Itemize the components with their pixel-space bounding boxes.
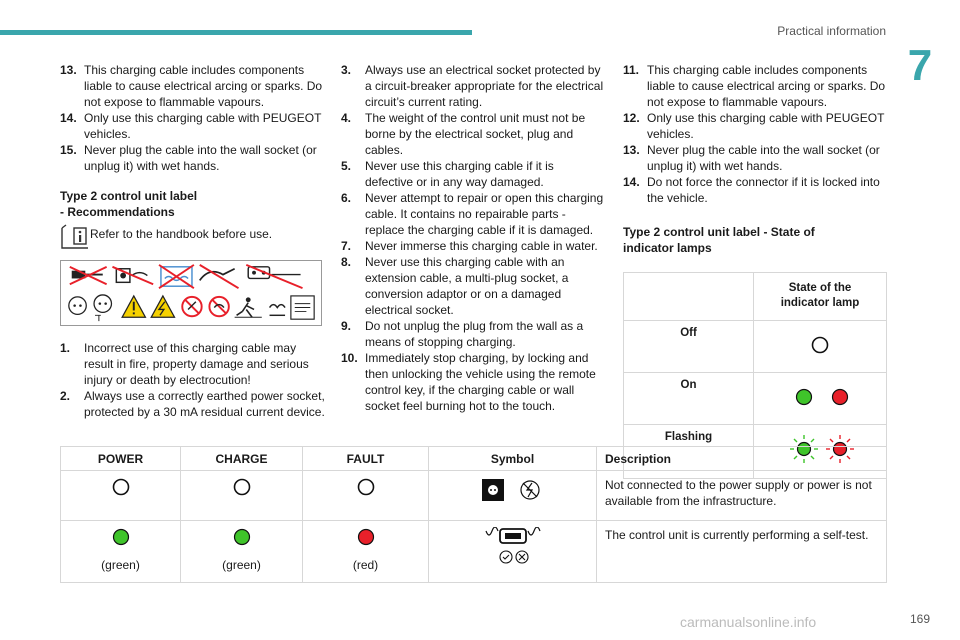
no-adaptor-icon <box>112 267 153 284</box>
header-accent-bar <box>0 30 472 35</box>
instruction-list <box>623 62 887 206</box>
list-item: 14. Do not force the connector if it is locked into the vehicle. <box>623 175 880 205</box>
high-voltage-warning-icon <box>151 296 174 317</box>
list-item: 15. Never plug the cable into the wall socket (or unplug it) with wet hands. <box>60 143 317 173</box>
trip-hazard-icon <box>235 297 262 317</box>
list-item: 6. Never attempt to repair or open this charging cable. It contains no repairable parts - replace the charging cable if it is damaged. <box>341 191 604 237</box>
column-header-charge: CHARGE <box>181 447 303 471</box>
power-lamp-off-icon <box>111 477 131 497</box>
charge-lamp-green-icon <box>232 527 252 547</box>
list-item: 7. Never immerse this charging cable in water. <box>341 239 598 253</box>
hot-surface-icon <box>270 305 286 316</box>
lamp-on-icon <box>760 377 880 415</box>
list-item: 12. Only use this charging cable with PEUGEOT vehicles. <box>623 111 885 141</box>
no-wet-hands-icon <box>200 265 239 288</box>
no-immersion-icon <box>159 265 194 288</box>
list-item: 13. This charging cable includes components liable to cause electrical arcing or sparks. Do not expose to flammable vapours. <box>60 63 323 109</box>
instruction-list <box>341 62 605 414</box>
instruction-list <box>60 62 326 174</box>
lamp-color-caption: (red) <box>352 558 379 572</box>
fault-lamp-off-icon <box>356 477 376 497</box>
list-item: 5. Never use this charging cable if it is defective or in any way damaged. <box>341 159 554 189</box>
no-damaged-cable-icon <box>209 297 228 316</box>
lamp-off-icon <box>760 325 880 363</box>
fault-lamp-red-icon <box>356 527 376 547</box>
chapter-number: 7 <box>907 41 933 90</box>
list-item: 8. Never use this charging cable with an extension cable, a multi-plug socket, a conversion adaptor or on a damaged electrical socket. <box>341 255 569 317</box>
lamp-state-label: Flashing <box>624 425 754 479</box>
watermark-text: carmanualsonline.info <box>680 614 817 630</box>
section-heading-recommendations: Type 2 control unit label - Recommendations <box>60 189 198 219</box>
handbook-note: Refer to the handbook before use. <box>60 224 326 250</box>
rcd-socket-icon <box>94 295 111 321</box>
list-item: 2. Always use a correctly earthed power socket, protected by a 30 mA residual current device. <box>60 389 325 419</box>
power-lamp-green-icon <box>111 527 131 547</box>
table-header-row <box>61 447 887 471</box>
list-item: 11. This charging cable includes components liable to cause electrical arcing or sparks. Do not expose to flammable vapours. <box>623 63 886 109</box>
page-section-title: Practical information <box>777 24 886 38</box>
charge-lamp-off-icon <box>232 477 252 497</box>
table-row <box>624 321 887 373</box>
lamp-color-caption: (green) <box>222 558 261 572</box>
list-item: 13. Never plug the cable into the wall socket (or unplug it) with wet hands. <box>623 143 880 173</box>
table-row <box>624 373 887 425</box>
lamp-state-label: On <box>624 373 754 425</box>
list-item: 10. Immediately stop charging, by locking and then unlocking the vehicle using the remote control key, if the charging cable or wall socket feel burning hot to the touch. <box>341 351 596 413</box>
handbook-info-icon <box>60 224 90 250</box>
no-power-symbol-icon <box>478 477 548 505</box>
warning-triangle-icon <box>122 296 145 317</box>
lamp-state-label: Off <box>624 321 754 373</box>
column-header-description: Description <box>597 447 887 471</box>
column-1 <box>60 62 326 420</box>
control-unit-warning-label <box>60 260 322 326</box>
status-description: The control unit is currently performing a self-test. <box>597 521 887 583</box>
lamp-state-header: State of the indicator lamp <box>754 273 887 321</box>
table-row <box>61 521 887 583</box>
list-item: 1. Incorrect use of this charging cable may result in fire, property damage and serious injury or death by electrocution! <box>60 341 309 387</box>
table-header-row <box>624 273 887 321</box>
list-item: 14. Only use this charging cable with PEUGEOT vehicles. <box>60 111 322 141</box>
table-row <box>61 471 887 521</box>
column-header-symbol: Symbol <box>429 447 597 471</box>
handbook-read-icon <box>291 296 314 319</box>
column-header-power: POWER <box>61 447 181 471</box>
instruction-list <box>60 340 326 420</box>
no-extension-cable-icon <box>70 267 107 284</box>
section-heading-indicator-lamps: Type 2 control unit label - State of indicator lamps <box>623 225 815 255</box>
status-description: Not connected to the power supply or power is not available from the infrastructure. <box>597 471 887 521</box>
no-repair-icon <box>182 297 201 316</box>
no-multi-plug-icon <box>246 265 302 288</box>
column-2 <box>341 62 605 414</box>
page-number: 169 <box>909 612 930 626</box>
list-item: 9. Do not unplug the plug from the wall as a means of stopping charging. <box>341 319 584 349</box>
list-item: 3. Always use an electrical socket protected by a circuit-breaker appropriate for the electrical circuit’s current rating. <box>341 63 604 109</box>
list-item: 4. The weight of the control unit must not be borne by the electrical socket, plug and cables. <box>341 111 586 157</box>
control-unit-status-table <box>60 446 887 583</box>
lamp-color-caption: (green) <box>101 558 140 572</box>
column-3 <box>623 62 887 479</box>
earthed-socket-icon <box>69 297 86 314</box>
self-test-symbol-icon <box>478 527 548 567</box>
column-header-fault: FAULT <box>303 447 429 471</box>
